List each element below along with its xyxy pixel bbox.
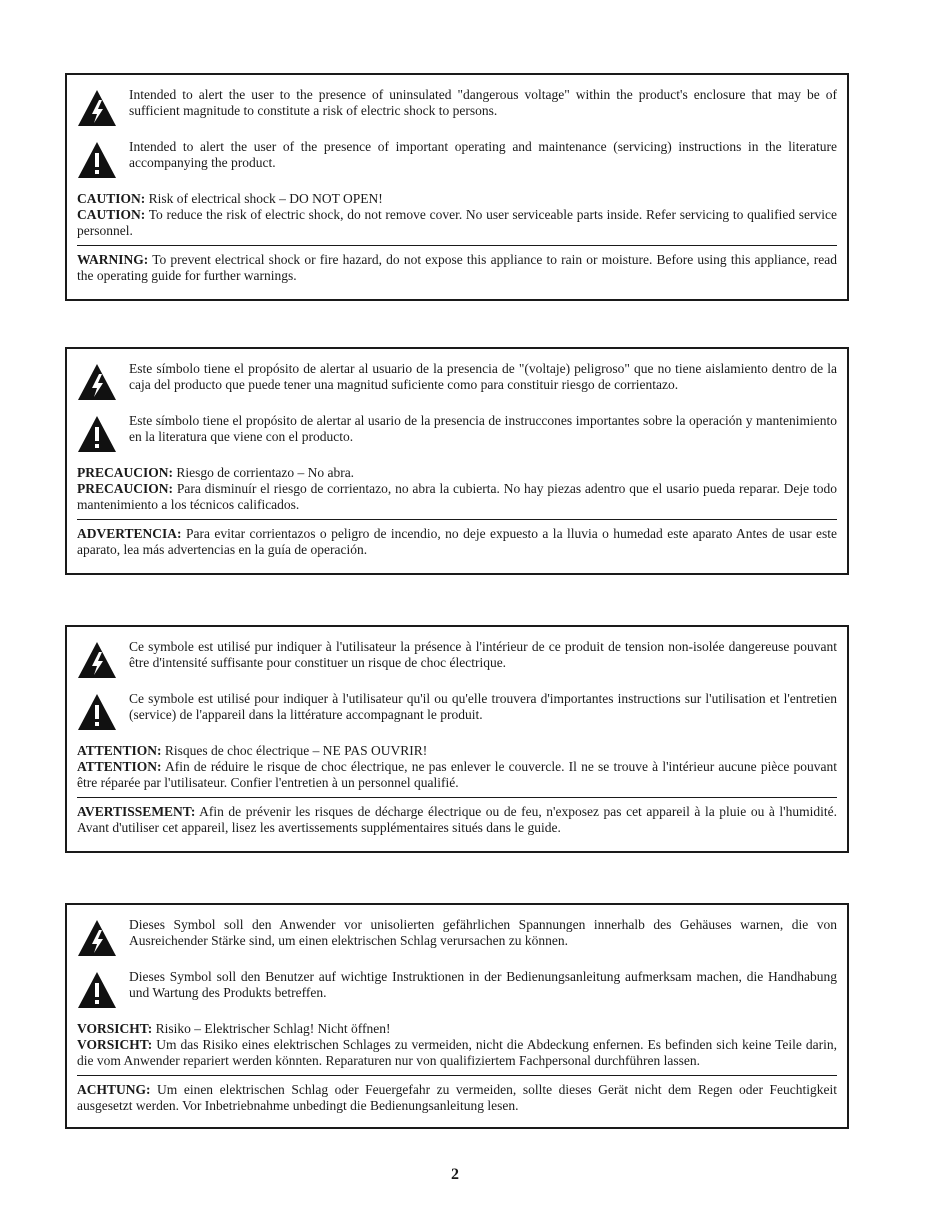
warning-line	[77, 526, 837, 558]
warning-line	[77, 1082, 837, 1114]
divider	[77, 1075, 837, 1076]
caution-cover-line	[77, 207, 837, 239]
caution-label: CAUTION:	[77, 207, 146, 222]
divider	[77, 797, 837, 798]
caution-cover-line	[77, 481, 837, 513]
warning-line	[77, 804, 837, 836]
attention-symbol-text: Este símbolo tiene el propósito de alertar al usario de la presencia de instruccones importantes sobre la operación y mantenimiento en la literatura que viene con el producto.	[129, 413, 837, 444]
attention-symbol-row	[77, 691, 837, 733]
spanish-safety-notice	[65, 347, 849, 575]
caution-text: Afin de réduire le risque de choc électrique, ne pas enlever le couvercle. Il ne se trouve à l'intérieur aucune pièce pouvant être réparée par l'utilisateur. Confier l'entretien à un personnel qualifié.	[77, 759, 837, 790]
exclamation-triangle-icon	[77, 415, 121, 455]
caution-text: Para disminuír el riesgo de corrientazo, no abra la cubierta. No hay piezas adentro que el usario pueda reparar. Deje todo mantenimiento a los técnicos calificados.	[77, 481, 837, 512]
attention-symbol-row	[77, 139, 837, 181]
voltage-symbol-text: Ce symbole est utilisé pur indiquer à l'utilisateur la présence à l'intérieur de ce produit de tension non-isolée dangereuse pouvant être d'intensité suffisante pour constituer un risque de choc électrique.	[129, 639, 837, 670]
lightning-bolt-triangle-icon	[77, 89, 121, 129]
warning-label: ACHTUNG:	[77, 1082, 151, 1097]
caution-text: Risk of electrical shock – DO NOT OPEN!	[145, 191, 383, 206]
voltage-symbol-row	[77, 639, 837, 681]
warning-text: To prevent electrical shock or fire hazard, do not expose this appliance to rain or moisture. Before using this appliance, read the operating guide for further warnings.	[77, 252, 837, 283]
caution-text: Riesgo de corrientazo – No abra.	[173, 465, 355, 480]
caution-open-line	[77, 465, 837, 481]
divider	[77, 519, 837, 520]
warning-label: WARNING:	[77, 252, 149, 267]
exclamation-triangle-icon	[77, 141, 121, 181]
caution-open-line	[77, 191, 837, 207]
attention-symbol-row	[77, 969, 837, 1011]
caution-label: VORSICHT:	[77, 1037, 153, 1052]
page-number: 2	[451, 1166, 459, 1183]
voltage-symbol-text: Este símbolo tiene el propósito de alertar al usuario de la presencia de "(voltaje) peligroso" que no tiene aislamiento dentro de la caja del producto que puede tener una magnitud suficiente como para constituir riesgo de corrientazo.	[129, 361, 837, 392]
voltage-symbol-text: Dieses Symbol soll den Anwender vor unisolierten gefährlichen Spannungen innerhalb des Gehäuses warnen, die von Ausreichender Stärke sind, um einen elektrischen Schlag verursachen zu können.	[129, 917, 837, 948]
caution-open-line	[77, 1021, 837, 1037]
exclamation-triangle-icon	[77, 693, 121, 733]
lightning-bolt-triangle-icon	[77, 919, 121, 959]
warning-label: AVERTISSEMENT:	[77, 804, 196, 819]
lightning-bolt-triangle-icon	[77, 363, 121, 403]
caution-text: Um das Risiko eines elektrischen Schlages zu vermeiden, nicht die Abdeckung enfernen. Es befinden sich keine Teile darin, die vom Anwender repariert werden könnten. Reparaturen nur von qualifiziertem Fachpersonal durchführen lassen.	[77, 1037, 837, 1068]
voltage-symbol-text: Intended to alert the user to the presence of uninsulated "dangerous voltage" within the product's enclosure that may be of sufficient magnitude to constitute a risk of electric shock to persons.	[129, 87, 837, 118]
warning-text: Afin de prévenir les risques de décharge électrique ou de feu, n'exposez pas cet appareil à la pluie ou à l'humidité. Avant d'utiliser cet appareil, lisez les avertissements supplémentaires situés dans le guide.	[77, 804, 837, 835]
exclamation-triangle-icon	[77, 971, 121, 1011]
caution-open-line	[77, 743, 837, 759]
french-safety-notice	[65, 625, 849, 853]
attention-symbol-text: Dieses Symbol soll den Benutzer auf wichtige Instruktionen in der Bedienungsanleitung aufmerksam machen, die Handhabung und Wartung des Produkts betreffen.	[129, 969, 837, 1000]
attention-symbol-text: Ce symbole est utilisé pour indiquer à l'utilisateur qu'il ou qu'elle trouvera d'importantes instructions sur l'utilisation et l'entretien (service) de l'appareil dans la littérature accompagnant le produit.	[129, 691, 837, 722]
warning-line	[77, 252, 837, 284]
caution-cover-line	[77, 1037, 837, 1069]
voltage-symbol-row	[77, 917, 837, 959]
caution-label: PRECAUCION:	[77, 481, 173, 496]
german-safety-notice	[65, 903, 849, 1129]
lightning-bolt-triangle-icon	[77, 641, 121, 681]
english-safety-notice	[65, 73, 849, 301]
warning-text: Para evitar corrientazos o peligro de incendio, no deje expuesto a la lluvia o humedad este aparato Antes de usar este aparato, lea más advertencias en la guía de operación.	[77, 526, 837, 557]
caution-text: To reduce the risk of electric shock, do not remove cover. No user serviceable parts inside. Refer servicing to qualified service personnel.	[77, 207, 837, 238]
caution-label: CAUTION:	[77, 191, 146, 206]
attention-symbol-row	[77, 413, 837, 455]
caution-label: PRECAUCION:	[77, 465, 173, 480]
caution-label: VORSICHT:	[77, 1021, 153, 1036]
caution-text: Risiko – Elektrischer Schlag! Nicht öffnen!	[152, 1021, 391, 1036]
warning-label: ADVERTENCIA:	[77, 526, 182, 541]
caution-text: Risques de choc électrique – NE PAS OUVRIR!	[161, 743, 428, 758]
attention-symbol-text: Intended to alert the user of the presence of important operating and maintenance (servicing) instructions in the literature accompanying the product.	[129, 139, 837, 170]
caution-cover-line	[77, 759, 837, 791]
divider	[77, 245, 837, 246]
warning-text: Um einen elektrischen Schlag oder Feuergefahr zu vermeiden, sollte dieses Gerät nicht dem Regen oder Feuchtigkeit ausgesetzt werden. Vor Inbetriebnahme unbedingt die Bedienungsanleitung lesen.	[77, 1082, 837, 1113]
caution-label: ATTENTION:	[77, 759, 162, 774]
caution-label: ATTENTION:	[77, 743, 162, 758]
voltage-symbol-row	[77, 87, 837, 129]
voltage-symbol-row	[77, 361, 837, 403]
